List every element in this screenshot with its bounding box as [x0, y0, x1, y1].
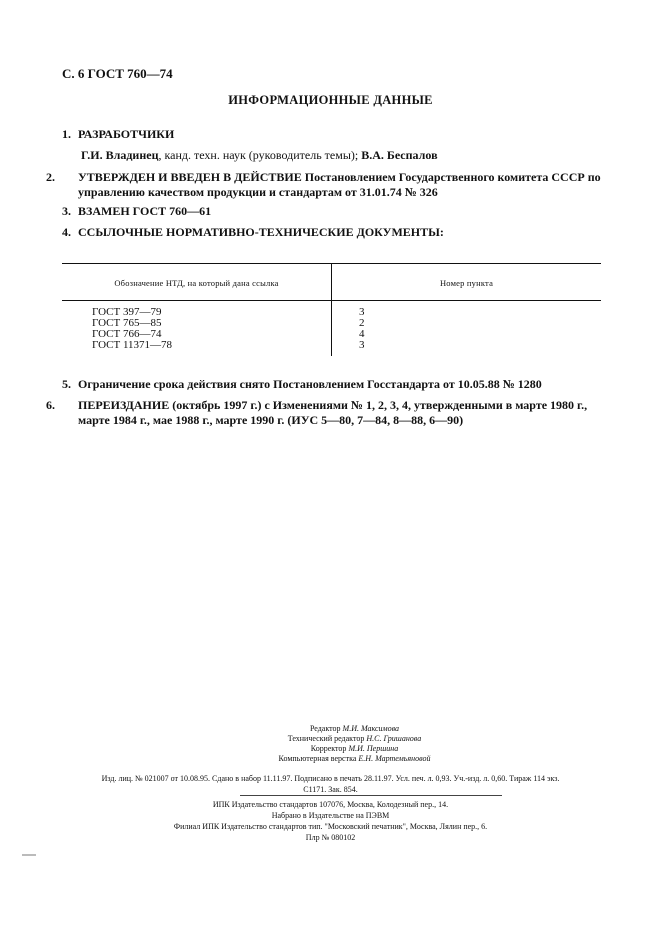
- imprint-label: Корректор: [310, 744, 349, 753]
- imprint-publisher: ИПК Издательство стандартов 107076, Москва, Колодезный пер., 14.: [212, 800, 449, 809]
- imprint-name: Н.С. Гришанова: [366, 734, 422, 743]
- developer-note: , канд. техн. наук (руководитель темы);: [158, 148, 362, 162]
- section-title: РАЗРАБОТЧИКИ: [78, 127, 175, 141]
- imprint-label: Редактор: [309, 724, 343, 733]
- section-number: 2.: [46, 170, 55, 184]
- imprint-plr: Плр № 080102: [305, 833, 356, 842]
- developers-list: [81, 148, 626, 163]
- section-text: Постановлением Государственного комитета СССР по управлению качеством продукции и стандартам от 31.01.74 № 326: [78, 170, 601, 199]
- section-reissue: [46, 398, 607, 428]
- imprint-name: Е.Н. Мартемьяновой: [358, 754, 431, 763]
- table-cell-doc: ГОСТ 765—85: [92, 317, 162, 329]
- imprint-tech-editor: [0, 734, 661, 744]
- section-title: УТВЕРЖДЕН И ВВЕДЕН В ДЕЙСТВИЕ: [78, 170, 302, 184]
- page-header: С. 6 ГОСТ 760—74: [62, 66, 173, 81]
- table-cell-item: 3: [359, 339, 365, 351]
- imprint-print-info: Изд. лиц. № 021007 от 10.08.95. Сдано в набор 11.11.97. Подписано в печать 28.11.97. Усл. печ. л. 0,93. Уч.-изд. л. 0,60. Тираж 114 экз.: [101, 774, 560, 783]
- table-cell-item: 2: [359, 317, 365, 329]
- imprint-name: М.И. Першина: [348, 744, 399, 753]
- section-validity: [62, 377, 607, 392]
- imprint-label: Технический редактор: [287, 734, 367, 743]
- table-column-divider: [331, 263, 332, 356]
- table-cell-item: 3: [359, 306, 365, 318]
- table-cell-doc: ГОСТ 397—79: [92, 306, 162, 318]
- section-title: ПЕРЕИЗДАНИЕ: [78, 398, 170, 412]
- imprint-order-info: С1171. Зак. 854.: [303, 785, 358, 794]
- table-header-item: Номер пункта: [439, 278, 494, 288]
- document-title: ИНФОРМАЦИОННЫЕ ДАННЫЕ: [228, 93, 433, 107]
- imprint-typeset: Набрано в Издательстве на ПЭВМ: [271, 811, 390, 820]
- table-cell-doc: ГОСТ 766—74: [92, 328, 162, 340]
- section-text: Ограничение срока действия снято Постановлением Госстандарта от 10.05.88 № 1280: [78, 377, 542, 391]
- table-cell-item: 4: [359, 328, 365, 340]
- reference-table: [62, 263, 601, 356]
- section-text: (октябрь 1997 г.) с Изменениями № 1, 2, 3, 4, утвержденными в марте 1980 г., марте 1984 г., мае 1988 г., марте 1990 г. (ИУС 5—80, 7—84, 8—88, 6—90): [78, 398, 588, 427]
- imprint-editor: [0, 724, 661, 734]
- developer-name: Г.И. Владинец: [81, 148, 159, 162]
- section-number: 1.: [62, 127, 71, 141]
- section-developers: [62, 127, 607, 142]
- imprint-corrector: [0, 744, 661, 754]
- section-number: 3.: [62, 204, 71, 218]
- table-cell-doc: ГОСТ 11371—78: [92, 339, 173, 351]
- scan-artifact: [22, 854, 36, 856]
- section-references: [62, 225, 607, 240]
- imprint-branch: Филиал ИПК Издательство стандартов тип. "Московский печатник", Москва, Лялин пер., 6.: [173, 822, 488, 831]
- imprint-layout: [0, 754, 661, 764]
- table-header-doc: Обозначение НТД, на который дана ссылка: [114, 278, 279, 288]
- developer-name: В.А. Беспалов: [361, 148, 438, 162]
- section-approved: [46, 170, 607, 200]
- imprint-label: Компьютерная верстка: [278, 754, 359, 763]
- section-number: 6.: [46, 398, 55, 412]
- imprint-name: М.И. Максимова: [342, 724, 400, 733]
- section-replaces: [62, 204, 607, 219]
- section-text: ВЗАМЕН ГОСТ 760—61: [78, 204, 212, 218]
- section-text: ССЫЛОЧНЫЕ НОРМАТИВНО-ТЕХНИЧЕСКИЕ ДОКУМЕНТЫ:: [78, 225, 444, 239]
- imprint-divider: [240, 795, 502, 796]
- section-number: 4.: [62, 225, 71, 239]
- section-number: 5.: [62, 377, 71, 391]
